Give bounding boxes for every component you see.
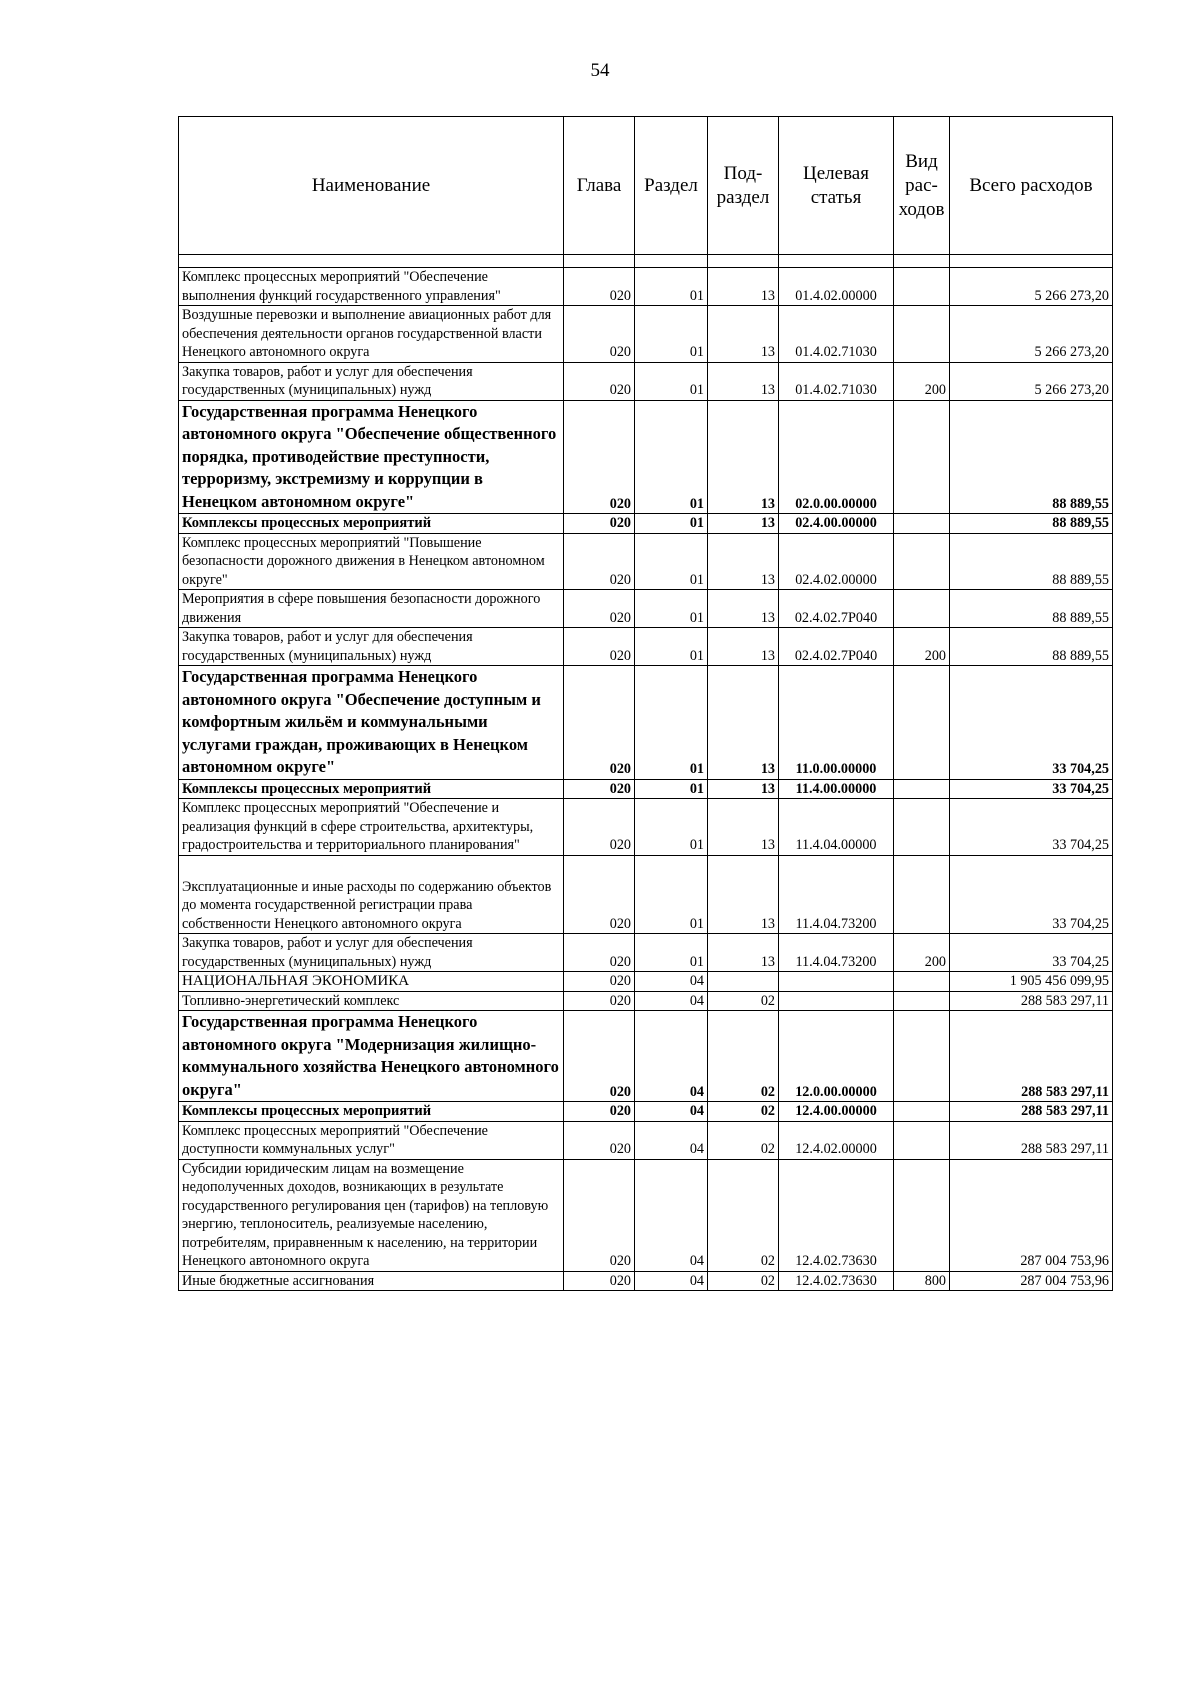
cell-vid: 800 [894, 1271, 950, 1291]
cell-podrazdel: 13 [708, 533, 779, 590]
cell-razdel: 01 [635, 666, 708, 780]
cell-vid [894, 268, 950, 306]
cell-total: 5 266 273,20 [950, 362, 1113, 400]
cell-glava: 020 [564, 1121, 635, 1159]
cell-glava: 020 [564, 991, 635, 1011]
cell-celevaya: 12.4.02.73630 [779, 1159, 894, 1271]
cell-glava: 020 [564, 362, 635, 400]
cell-podrazdel: 02 [708, 1159, 779, 1271]
cell-glava: 020 [564, 268, 635, 306]
cell-celevaya: 02.4.02.00000 [779, 533, 894, 590]
cell-razdel: 04 [635, 1102, 708, 1122]
cell-celevaya: 02.4.02.7Р040 [779, 590, 894, 628]
cell-vid: 200 [894, 934, 950, 972]
cell-name: Комплексы процессных мероприятий [179, 779, 564, 799]
cell-name: Комплекс процессных мероприятий "Повышение безопасности дорожного движения в Ненецком автономном округе" [179, 533, 564, 590]
cell-podrazdel: 02 [708, 1121, 779, 1159]
cell-name: Воздушные перевозки и выполнение авиационных работ для обеспечения деятельности органов государственной власти Ненецкого автономного округа [179, 306, 564, 363]
cell-total: 288 583 297,11 [950, 991, 1113, 1011]
cell-name: Субсидии юридическим лицам на возмещение недополученных доходов, возникающих в результате государственного регулирования цен (тарифов) на тепловую энергию, теплоноситель, реализуемые населению, потребителям, приравненным к населению, на территории Ненецкого автономного округа [179, 1159, 564, 1271]
table-row [179, 590, 1113, 628]
cell-vid [894, 666, 950, 780]
cell-razdel: 01 [635, 268, 708, 306]
cell-vid [894, 400, 950, 514]
cell-razdel: 01 [635, 628, 708, 666]
cell-name: Государственная программа Ненецкого автономного округа "Обеспечение общественного порядка, противодействие преступности, терроризму, экстремизму и коррупции в Ненецком автономном округе" [179, 400, 564, 514]
cell-glava: 020 [564, 972, 635, 992]
cell-total: 33 704,25 [950, 799, 1113, 856]
cell-total: 88 889,55 [950, 400, 1113, 514]
cell-name: Иные бюджетные ассигнования [179, 1271, 564, 1291]
cell-total: 1 905 456 099,95 [950, 972, 1113, 992]
cell-razdel: 01 [635, 362, 708, 400]
cell-razdel: 04 [635, 1121, 708, 1159]
cell-vid [894, 855, 950, 934]
header-gap-row [179, 255, 1113, 268]
cell-total: 5 266 273,20 [950, 268, 1113, 306]
cell-vid [894, 590, 950, 628]
cell-celevaya: 12.4.00.00000 [779, 1102, 894, 1122]
table-row [179, 533, 1113, 590]
cell-total: 33 704,25 [950, 934, 1113, 972]
cell-podrazdel: 13 [708, 628, 779, 666]
cell-celevaya: 02.0.00.00000 [779, 400, 894, 514]
table-row [179, 628, 1113, 666]
cell-razdel: 04 [635, 991, 708, 1011]
cell-total: 88 889,55 [950, 514, 1113, 534]
cell-total: 88 889,55 [950, 590, 1113, 628]
cell-total: 288 583 297,11 [950, 1102, 1113, 1122]
cell-celevaya: 11.4.04.00000 [779, 799, 894, 856]
cell-total: 88 889,55 [950, 533, 1113, 590]
cell-razdel: 04 [635, 1011, 708, 1102]
cell-celevaya: 12.4.02.00000 [779, 1121, 894, 1159]
cell-celevaya: 12.4.02.73630 [779, 1271, 894, 1291]
cell-name: Закупка товаров, работ и услуг для обеспечения государственных (муниципальных) нужд [179, 628, 564, 666]
cell-razdel: 01 [635, 799, 708, 856]
cell-name: Комплекс процессных мероприятий "Обеспечение выполнения функций государственного управления" [179, 268, 564, 306]
cell-glava: 020 [564, 1102, 635, 1122]
header-podrazdel: Под-раздел [708, 117, 779, 255]
cell-vid [894, 1011, 950, 1102]
cell-podrazdel: 13 [708, 855, 779, 934]
cell-razdel: 01 [635, 779, 708, 799]
cell-vid [894, 533, 950, 590]
cell-celevaya: 01.4.02.71030 [779, 306, 894, 363]
table-row [179, 1102, 1113, 1122]
cell-name: Закупка товаров, работ и услуг для обеспечения государственных (муниципальных) нужд [179, 934, 564, 972]
cell-podrazdel: 13 [708, 362, 779, 400]
cell-celevaya: 01.4.02.00000 [779, 268, 894, 306]
cell-razdel: 01 [635, 533, 708, 590]
cell-vid [894, 972, 950, 992]
cell-glava: 020 [564, 1159, 635, 1271]
cell-vid [894, 1121, 950, 1159]
table-row [179, 666, 1113, 780]
cell-vid [894, 779, 950, 799]
cell-razdel: 01 [635, 855, 708, 934]
table-row [179, 514, 1113, 534]
cell-podrazdel: 02 [708, 1102, 779, 1122]
cell-total: 5 266 273,20 [950, 306, 1113, 363]
cell-celevaya: 11.4.04.73200 [779, 855, 894, 934]
cell-glava: 020 [564, 1011, 635, 1102]
header-razdel: Раздел [635, 117, 708, 255]
cell-podrazdel: 13 [708, 799, 779, 856]
cell-total: 288 583 297,11 [950, 1011, 1113, 1102]
cell-vid [894, 306, 950, 363]
cell-podrazdel: 13 [708, 779, 779, 799]
cell-vid: 200 [894, 628, 950, 666]
cell-glava: 020 [564, 628, 635, 666]
table-header-row [179, 117, 1113, 255]
cell-podrazdel: 13 [708, 306, 779, 363]
table-row [179, 855, 1113, 934]
cell-podrazdel: 13 [708, 514, 779, 534]
table-row [179, 1011, 1113, 1102]
cell-vid: 200 [894, 362, 950, 400]
cell-vid [894, 799, 950, 856]
cell-razdel: 01 [635, 306, 708, 363]
cell-podrazdel: 13 [708, 666, 779, 780]
cell-podrazdel: 02 [708, 991, 779, 1011]
cell-podrazdel: 13 [708, 400, 779, 514]
page-number: 54 [590, 60, 610, 81]
cell-name: Государственная программа Ненецкого автономного округа "Обеспечение доступным и комфортным жильём и коммунальными услугами граждан, проживающих в Ненецком автономном округе" [179, 666, 564, 780]
cell-podrazdel: 13 [708, 590, 779, 628]
cell-razdel: 04 [635, 1271, 708, 1291]
header-celevaya-statya: Целевая статья [779, 117, 894, 255]
table-row [179, 1271, 1113, 1291]
cell-razdel: 01 [635, 400, 708, 514]
table-row [179, 991, 1113, 1011]
cell-celevaya [779, 991, 894, 1011]
header-vid-rashodov: Вид рас-ходов [894, 117, 950, 255]
cell-vid [894, 1159, 950, 1271]
table-row [179, 1159, 1113, 1271]
table-row [179, 779, 1113, 799]
cell-vid [894, 514, 950, 534]
cell-name: Комплексы процессных мероприятий [179, 1102, 564, 1122]
cell-podrazdel [708, 972, 779, 992]
cell-total: 287 004 753,96 [950, 1159, 1113, 1271]
cell-vid [894, 991, 950, 1011]
cell-glava: 020 [564, 306, 635, 363]
table-row [179, 799, 1113, 856]
cell-glava: 020 [564, 666, 635, 780]
cell-total: 287 004 753,96 [950, 1271, 1113, 1291]
header-name: Наименование [179, 117, 564, 255]
cell-vid [894, 1102, 950, 1122]
table-row [179, 306, 1113, 363]
cell-total: 33 704,25 [950, 779, 1113, 799]
cell-razdel: 04 [635, 1159, 708, 1271]
table-row [179, 972, 1113, 992]
table-row [179, 934, 1113, 972]
cell-name: НАЦИОНАЛЬНАЯ ЭКОНОМИКА [179, 972, 564, 992]
cell-total: 288 583 297,11 [950, 1121, 1113, 1159]
table-row [179, 268, 1113, 306]
cell-name: Государственная программа Ненецкого автономного округа "Модернизация жилищно-коммунального хозяйства Ненецкого автономного округа" [179, 1011, 564, 1102]
cell-podrazdel: 02 [708, 1011, 779, 1102]
cell-glava: 020 [564, 1271, 635, 1291]
cell-name: Мероприятия в сфере повышения безопасности дорожного движения [179, 590, 564, 628]
cell-glava: 020 [564, 799, 635, 856]
cell-name: Закупка товаров, работ и услуг для обеспечения государственных (муниципальных) нужд [179, 362, 564, 400]
cell-celevaya: 11.4.00.00000 [779, 779, 894, 799]
cell-glava: 020 [564, 400, 635, 514]
cell-glava: 020 [564, 779, 635, 799]
cell-name: Топливно-энергетический комплекс [179, 991, 564, 1011]
cell-razdel: 01 [635, 514, 708, 534]
cell-celevaya: 02.4.02.7Р040 [779, 628, 894, 666]
cell-name: Комплексы процессных мероприятий [179, 514, 564, 534]
cell-glava: 020 [564, 855, 635, 934]
table-row [179, 1121, 1113, 1159]
cell-name: Эксплуатационные и иные расходы по содержанию объектов до момента государственной регистрации права собственности Ненецкого автономного округа [179, 855, 564, 934]
cell-podrazdel: 13 [708, 268, 779, 306]
cell-celevaya: 11.0.00.00000 [779, 666, 894, 780]
cell-celevaya [779, 972, 894, 992]
cell-total: 88 889,55 [950, 628, 1113, 666]
cell-glava: 020 [564, 533, 635, 590]
cell-total: 33 704,25 [950, 666, 1113, 780]
cell-podrazdel: 13 [708, 934, 779, 972]
table-body [179, 268, 1113, 1291]
header-total: Всего расходов [950, 117, 1113, 255]
cell-razdel: 01 [635, 934, 708, 972]
cell-celevaya: 02.4.00.00000 [779, 514, 894, 534]
cell-total: 33 704,25 [950, 855, 1113, 934]
cell-celevaya: 01.4.02.71030 [779, 362, 894, 400]
budget-table [178, 116, 1113, 1291]
cell-razdel: 04 [635, 972, 708, 992]
cell-glava: 020 [564, 934, 635, 972]
table-row [179, 400, 1113, 514]
cell-podrazdel: 02 [708, 1271, 779, 1291]
table-row [179, 362, 1113, 400]
cell-celevaya: 11.4.04.73200 [779, 934, 894, 972]
cell-glava: 020 [564, 590, 635, 628]
cell-name: Комплекс процессных мероприятий "Обеспечение доступности коммунальных услуг" [179, 1121, 564, 1159]
header-glava: Глава [564, 117, 635, 255]
cell-glava: 020 [564, 514, 635, 534]
cell-razdel: 01 [635, 590, 708, 628]
cell-celevaya: 12.0.00.00000 [779, 1011, 894, 1102]
cell-name: Комплекс процессных мероприятий "Обеспечение и реализация функций в сфере строительства, архитектуры, градостроительства и территориального планирования" [179, 799, 564, 856]
